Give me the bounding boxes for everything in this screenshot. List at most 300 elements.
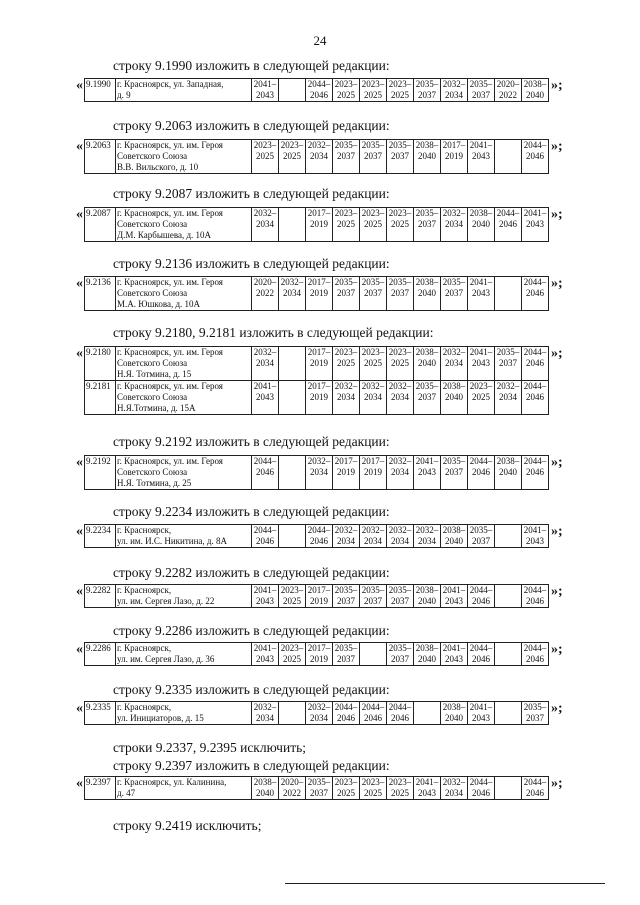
year-value: 2040 [445, 536, 463, 546]
year-value: 2034 [364, 392, 382, 402]
year-range-cell [360, 585, 387, 608]
quote-close: »; [551, 455, 563, 470]
year-range-cell [522, 643, 549, 666]
year-range-cell [333, 585, 360, 608]
year-range-cell [306, 79, 333, 102]
year-range-cell [495, 525, 522, 548]
year-range-cell [333, 643, 360, 666]
year-range-cell [306, 208, 333, 242]
year-value: 2034 [445, 90, 463, 100]
year-value: 2034 [499, 392, 517, 402]
year-value: 2025 [391, 788, 409, 798]
year-value: 2023– [388, 208, 412, 218]
year-value: 2032– [253, 208, 277, 218]
year-value: 2035– [388, 140, 412, 150]
year-range-cell [279, 702, 306, 725]
year-value: 2025 [283, 654, 301, 664]
year-value: 2040 [526, 90, 544, 100]
year-value: 2040 [418, 358, 436, 368]
year-value: 2032– [442, 777, 466, 787]
year-range-cell [360, 777, 387, 800]
year-range-cell [522, 79, 549, 102]
row-code: 9.2234 [85, 525, 116, 548]
year-value [361, 654, 385, 665]
year-value: 2044– [253, 456, 277, 466]
year-value [280, 702, 304, 713]
year-range-cell [333, 702, 360, 725]
quote-close: »; [551, 776, 563, 791]
year-value: 2034 [256, 219, 274, 229]
quote-close: »; [551, 346, 563, 361]
year-range-cell [387, 585, 414, 608]
year-value: 2044– [523, 140, 547, 150]
year-value: 2032– [307, 456, 331, 466]
year-value: 2046 [526, 467, 544, 477]
address-line: М.А. Юшкова, д. 10А [117, 299, 201, 309]
year-range-cell [306, 140, 333, 174]
row-address [116, 525, 252, 548]
year-range-cell [414, 777, 441, 800]
address-line: Советского Союза [117, 392, 188, 402]
year-value: 2034 [310, 713, 328, 723]
schedule-table [84, 139, 549, 174]
year-range-cell [333, 208, 360, 242]
address-line: г. Красноярск, ул. Калинина, [117, 777, 227, 787]
year-value: 2034 [445, 788, 463, 798]
row-address [116, 585, 252, 608]
year-value: 2023– [334, 208, 358, 218]
year-value: 2032– [388, 381, 412, 391]
year-value: 2044– [469, 456, 493, 466]
year-value: 2023– [334, 777, 358, 787]
year-value: 2038– [415, 347, 439, 357]
year-value: 2037 [391, 288, 409, 298]
year-value [280, 347, 304, 358]
year-value: 2035– [523, 702, 547, 712]
address-line: г. Красноярск, ул. им. Героя [117, 277, 223, 287]
year-value: 2046 [526, 151, 544, 161]
year-value: 2038– [442, 525, 466, 535]
row-code: 9.2181 [85, 381, 116, 415]
year-range-cell [387, 381, 414, 415]
table-row [85, 79, 549, 102]
year-value: 2034 [310, 151, 328, 161]
year-value: 2046 [526, 596, 544, 606]
year-range-cell [468, 585, 495, 608]
row-code: 9.2192 [85, 456, 116, 490]
year-value: 2046 [337, 713, 355, 723]
year-value: 2044– [523, 456, 547, 466]
year-range-cell [306, 585, 333, 608]
year-value: 2046 [472, 654, 490, 664]
year-value: 2043 [418, 467, 436, 477]
year-range-cell [279, 347, 306, 381]
year-value: 2046 [526, 288, 544, 298]
year-value: 2035– [361, 585, 385, 595]
year-value: 2041– [442, 585, 466, 595]
year-value: 2025 [337, 358, 355, 368]
schedule-table [84, 776, 549, 800]
year-value: 2043 [256, 90, 274, 100]
year-value: 2025 [337, 90, 355, 100]
year-value: 2017– [442, 140, 466, 150]
year-range-cell [252, 208, 279, 242]
year-value: 2046 [526, 358, 544, 368]
section-heading: строку 9.2192 изложить в следующей редакции: [113, 434, 390, 449]
year-range-cell [414, 381, 441, 415]
year-value: 2034 [364, 536, 382, 546]
year-value: 2044– [523, 777, 547, 787]
year-range-cell [333, 381, 360, 415]
replacement-table-block [76, 139, 563, 174]
address-line: ул. им. Сергея Лазо, д. 36 [117, 654, 215, 664]
year-value: 2025 [256, 151, 274, 161]
year-range-cell [306, 381, 333, 415]
row-address [116, 456, 252, 490]
year-value: 2041– [469, 140, 493, 150]
year-range-cell [306, 643, 333, 666]
year-range-cell [441, 643, 468, 666]
year-range-cell [360, 140, 387, 174]
year-value: 2041– [469, 702, 493, 712]
year-value: 2019 [310, 358, 328, 368]
year-value: 2046 [256, 467, 274, 477]
year-value: 2035– [415, 79, 439, 89]
year-value: 2035– [388, 643, 412, 653]
row-address [116, 347, 252, 381]
year-value: 2032– [496, 381, 520, 391]
year-range-cell [468, 777, 495, 800]
year-value: 2040 [418, 288, 436, 298]
year-value [280, 467, 304, 478]
year-range-cell [333, 347, 360, 381]
table-row [85, 585, 549, 608]
year-range-cell [279, 777, 306, 800]
year-range-cell [279, 525, 306, 548]
row-address [116, 208, 252, 242]
year-range-cell [468, 208, 495, 242]
year-value: 2035– [334, 140, 358, 150]
year-range-cell [441, 381, 468, 415]
year-value: 2020– [280, 777, 304, 787]
year-value: 2043 [472, 151, 490, 161]
year-value: 2032– [253, 702, 277, 712]
replacement-table-block [76, 455, 563, 490]
year-range-cell [441, 277, 468, 311]
section-heading: строку 9.2335 изложить в следующей редакции: [113, 682, 390, 697]
year-value: 2043 [526, 219, 544, 229]
year-value: 2020– [496, 79, 520, 89]
year-range-cell [360, 277, 387, 311]
year-range-cell [279, 381, 306, 415]
year-value: 2037 [499, 358, 517, 368]
year-range-cell [495, 208, 522, 242]
year-value: 2041– [253, 381, 277, 391]
quote-close: »; [551, 524, 563, 539]
year-range-cell [414, 456, 441, 490]
year-value: 2044– [388, 702, 412, 712]
year-range-cell [414, 702, 441, 725]
year-value [496, 277, 520, 288]
year-range-cell [495, 777, 522, 800]
year-range-cell [360, 525, 387, 548]
year-range-cell [387, 208, 414, 242]
year-value: 2022 [499, 90, 517, 100]
year-range-cell [387, 777, 414, 800]
year-value [496, 288, 520, 299]
row-code: 9.2180 [85, 347, 116, 381]
year-value: 2034 [418, 536, 436, 546]
address-line: Советского Союза [117, 288, 188, 298]
year-range-cell [387, 140, 414, 174]
year-value: 2017– [334, 456, 358, 466]
year-value [280, 456, 304, 467]
replacement-table-block [76, 701, 563, 725]
address-line: Советского Союза [117, 467, 188, 477]
year-value: 2025 [472, 392, 490, 402]
year-value: 2023– [334, 79, 358, 89]
year-value: 2032– [442, 347, 466, 357]
year-range-cell [522, 585, 549, 608]
address-line: Н.Я. Тотмина, д. 15 [117, 369, 192, 379]
year-value: 2040 [445, 392, 463, 402]
year-value: 2034 [310, 467, 328, 477]
year-value: 2032– [442, 208, 466, 218]
year-value [361, 643, 385, 654]
year-value: 2046 [526, 788, 544, 798]
replacement-table-block [76, 276, 563, 311]
year-value: 2025 [364, 90, 382, 100]
year-range-cell [495, 381, 522, 415]
year-value: 2017– [307, 585, 331, 595]
year-value [280, 79, 304, 90]
year-value: 2040 [256, 788, 274, 798]
year-value: 2019 [310, 654, 328, 664]
year-value: 2032– [334, 381, 358, 391]
year-range-cell [279, 208, 306, 242]
year-value: 2017– [361, 456, 385, 466]
year-value: 2034 [445, 358, 463, 368]
year-range-cell [333, 456, 360, 490]
row-code: 9.2282 [85, 585, 116, 608]
year-range-cell [360, 79, 387, 102]
year-value: 2044– [307, 525, 331, 535]
year-value: 2037 [337, 596, 355, 606]
year-range-cell [495, 79, 522, 102]
year-range-cell [279, 140, 306, 174]
year-value: 2035– [496, 347, 520, 357]
row-address [116, 643, 252, 666]
year-value: 2038– [442, 702, 466, 712]
year-value [280, 219, 304, 230]
year-value: 2023– [388, 347, 412, 357]
table-row [85, 140, 549, 174]
table-row [85, 702, 549, 725]
year-value: 2025 [364, 788, 382, 798]
year-value [496, 596, 520, 607]
year-value: 2020– [253, 277, 277, 287]
year-range-cell [441, 585, 468, 608]
year-value: 2032– [334, 525, 358, 535]
year-range-cell [387, 525, 414, 548]
table-row [85, 347, 549, 381]
year-range-cell [333, 777, 360, 800]
section-heading: строку 9.2136 изложить в следующей редакции: [113, 256, 390, 271]
year-value: 2038– [415, 585, 439, 595]
address-line: г. Красноярск, ул. им. Героя [117, 381, 223, 391]
address-line: Н.Я. Тотмина, д. 25 [117, 478, 192, 488]
year-range-cell [414, 585, 441, 608]
year-value: 2034 [283, 288, 301, 298]
quote-open: « [76, 78, 83, 93]
table-row [85, 381, 549, 415]
row-address [116, 140, 252, 174]
address-line: г. Красноярск, ул. им. Героя [117, 456, 223, 466]
year-range-cell [360, 702, 387, 725]
replacement-table-block [76, 78, 563, 102]
year-value: 2038– [415, 277, 439, 287]
year-range-cell [468, 140, 495, 174]
year-range-cell [252, 585, 279, 608]
year-value: 2044– [523, 277, 547, 287]
year-range-cell [468, 456, 495, 490]
year-value: 2037 [391, 151, 409, 161]
table-row [85, 643, 549, 666]
schedule-table [84, 642, 549, 666]
year-value: 2032– [415, 525, 439, 535]
year-value: 2037 [337, 654, 355, 664]
year-value: 2025 [391, 358, 409, 368]
address-line: Н.Я.Тотмина, д. 15А [117, 403, 196, 413]
year-value: 2034 [391, 392, 409, 402]
year-range-cell [414, 208, 441, 242]
year-value: 2019 [310, 288, 328, 298]
year-range-cell [441, 525, 468, 548]
year-value: 2032– [388, 456, 412, 466]
year-value: 2037 [364, 288, 382, 298]
year-range-cell [252, 643, 279, 666]
year-range-cell [360, 381, 387, 415]
year-value: 2023– [280, 140, 304, 150]
year-value: 2037 [472, 536, 490, 546]
section-heading: строки 9.2337, 9.2395 исключить; [113, 740, 306, 755]
year-value: 2038– [496, 456, 520, 466]
row-address [116, 702, 252, 725]
quote-close: »; [551, 584, 563, 599]
year-value: 2034 [391, 467, 409, 477]
year-range-cell [495, 643, 522, 666]
year-value: 2040 [418, 596, 436, 606]
quote-close: »; [551, 207, 563, 222]
schedule-table [84, 78, 549, 102]
year-range-cell [414, 79, 441, 102]
year-value: 2041– [523, 525, 547, 535]
year-range-cell [360, 208, 387, 242]
year-value: 2035– [334, 643, 358, 653]
year-range-cell [441, 208, 468, 242]
year-range-cell [387, 643, 414, 666]
year-range-cell [279, 277, 306, 311]
year-value: 2035– [361, 277, 385, 287]
year-range-cell [495, 347, 522, 381]
year-value: 2025 [364, 358, 382, 368]
year-value: 2032– [307, 140, 331, 150]
year-range-cell [522, 777, 549, 800]
section-heading: строку 9.1990 изложить в следующей редакции: [113, 58, 390, 73]
address-line: ул. им. И.С. Никитина, д. 8А [117, 536, 228, 546]
year-range-cell [495, 277, 522, 311]
year-value: 2044– [469, 777, 493, 787]
quote-open: « [76, 776, 83, 791]
year-value [280, 358, 304, 369]
replacement-table-block [76, 776, 563, 800]
year-range-cell [279, 456, 306, 490]
year-value: 2038– [469, 208, 493, 218]
row-code: 9.2136 [85, 277, 116, 311]
year-value: 2025 [283, 151, 301, 161]
year-value: 2034 [445, 219, 463, 229]
replacement-table-block [76, 346, 563, 415]
year-range-cell [360, 456, 387, 490]
year-value: 2035– [334, 585, 358, 595]
year-value: 2044– [469, 643, 493, 653]
year-value: 2044– [523, 381, 547, 391]
year-value: 2019 [310, 392, 328, 402]
year-value [496, 777, 520, 788]
year-range-cell [414, 525, 441, 548]
year-value: 2043 [526, 536, 544, 546]
year-value: 2023– [361, 208, 385, 218]
quote-close: »; [551, 701, 563, 716]
year-value: 2034 [256, 713, 274, 723]
year-range-cell [252, 381, 279, 415]
year-value [496, 643, 520, 654]
year-value: 2019 [364, 467, 382, 477]
year-value: 2038– [253, 777, 277, 787]
footer-rule [285, 883, 605, 884]
quote-open: « [76, 584, 83, 599]
year-value: 2037 [445, 467, 463, 477]
year-value: 2035– [388, 277, 412, 287]
row-address [116, 79, 252, 102]
schedule-table [84, 207, 549, 242]
quote-open: « [76, 642, 83, 657]
row-code: 9.2335 [85, 702, 116, 725]
year-range-cell [522, 525, 549, 548]
year-range-cell [360, 347, 387, 381]
year-value: 2035– [334, 277, 358, 287]
row-address [116, 777, 252, 800]
year-value: 2025 [283, 596, 301, 606]
year-range-cell [333, 79, 360, 102]
year-value [415, 713, 439, 724]
year-value: 2023– [361, 777, 385, 787]
address-line: Советского Союза [117, 358, 188, 368]
year-value: 2035– [442, 277, 466, 287]
year-range-cell [252, 347, 279, 381]
year-range-cell [333, 277, 360, 311]
year-range-cell [414, 643, 441, 666]
quote-open: « [76, 455, 83, 470]
section-heading: строку 9.2397 изложить в следующей редакции: [113, 758, 390, 773]
year-value: 2023– [469, 381, 493, 391]
year-value: 2044– [307, 79, 331, 89]
year-range-cell [306, 456, 333, 490]
year-range-cell [279, 79, 306, 102]
year-value: 2038– [415, 643, 439, 653]
year-value: 2019 [445, 151, 463, 161]
year-value: 2038– [442, 381, 466, 391]
